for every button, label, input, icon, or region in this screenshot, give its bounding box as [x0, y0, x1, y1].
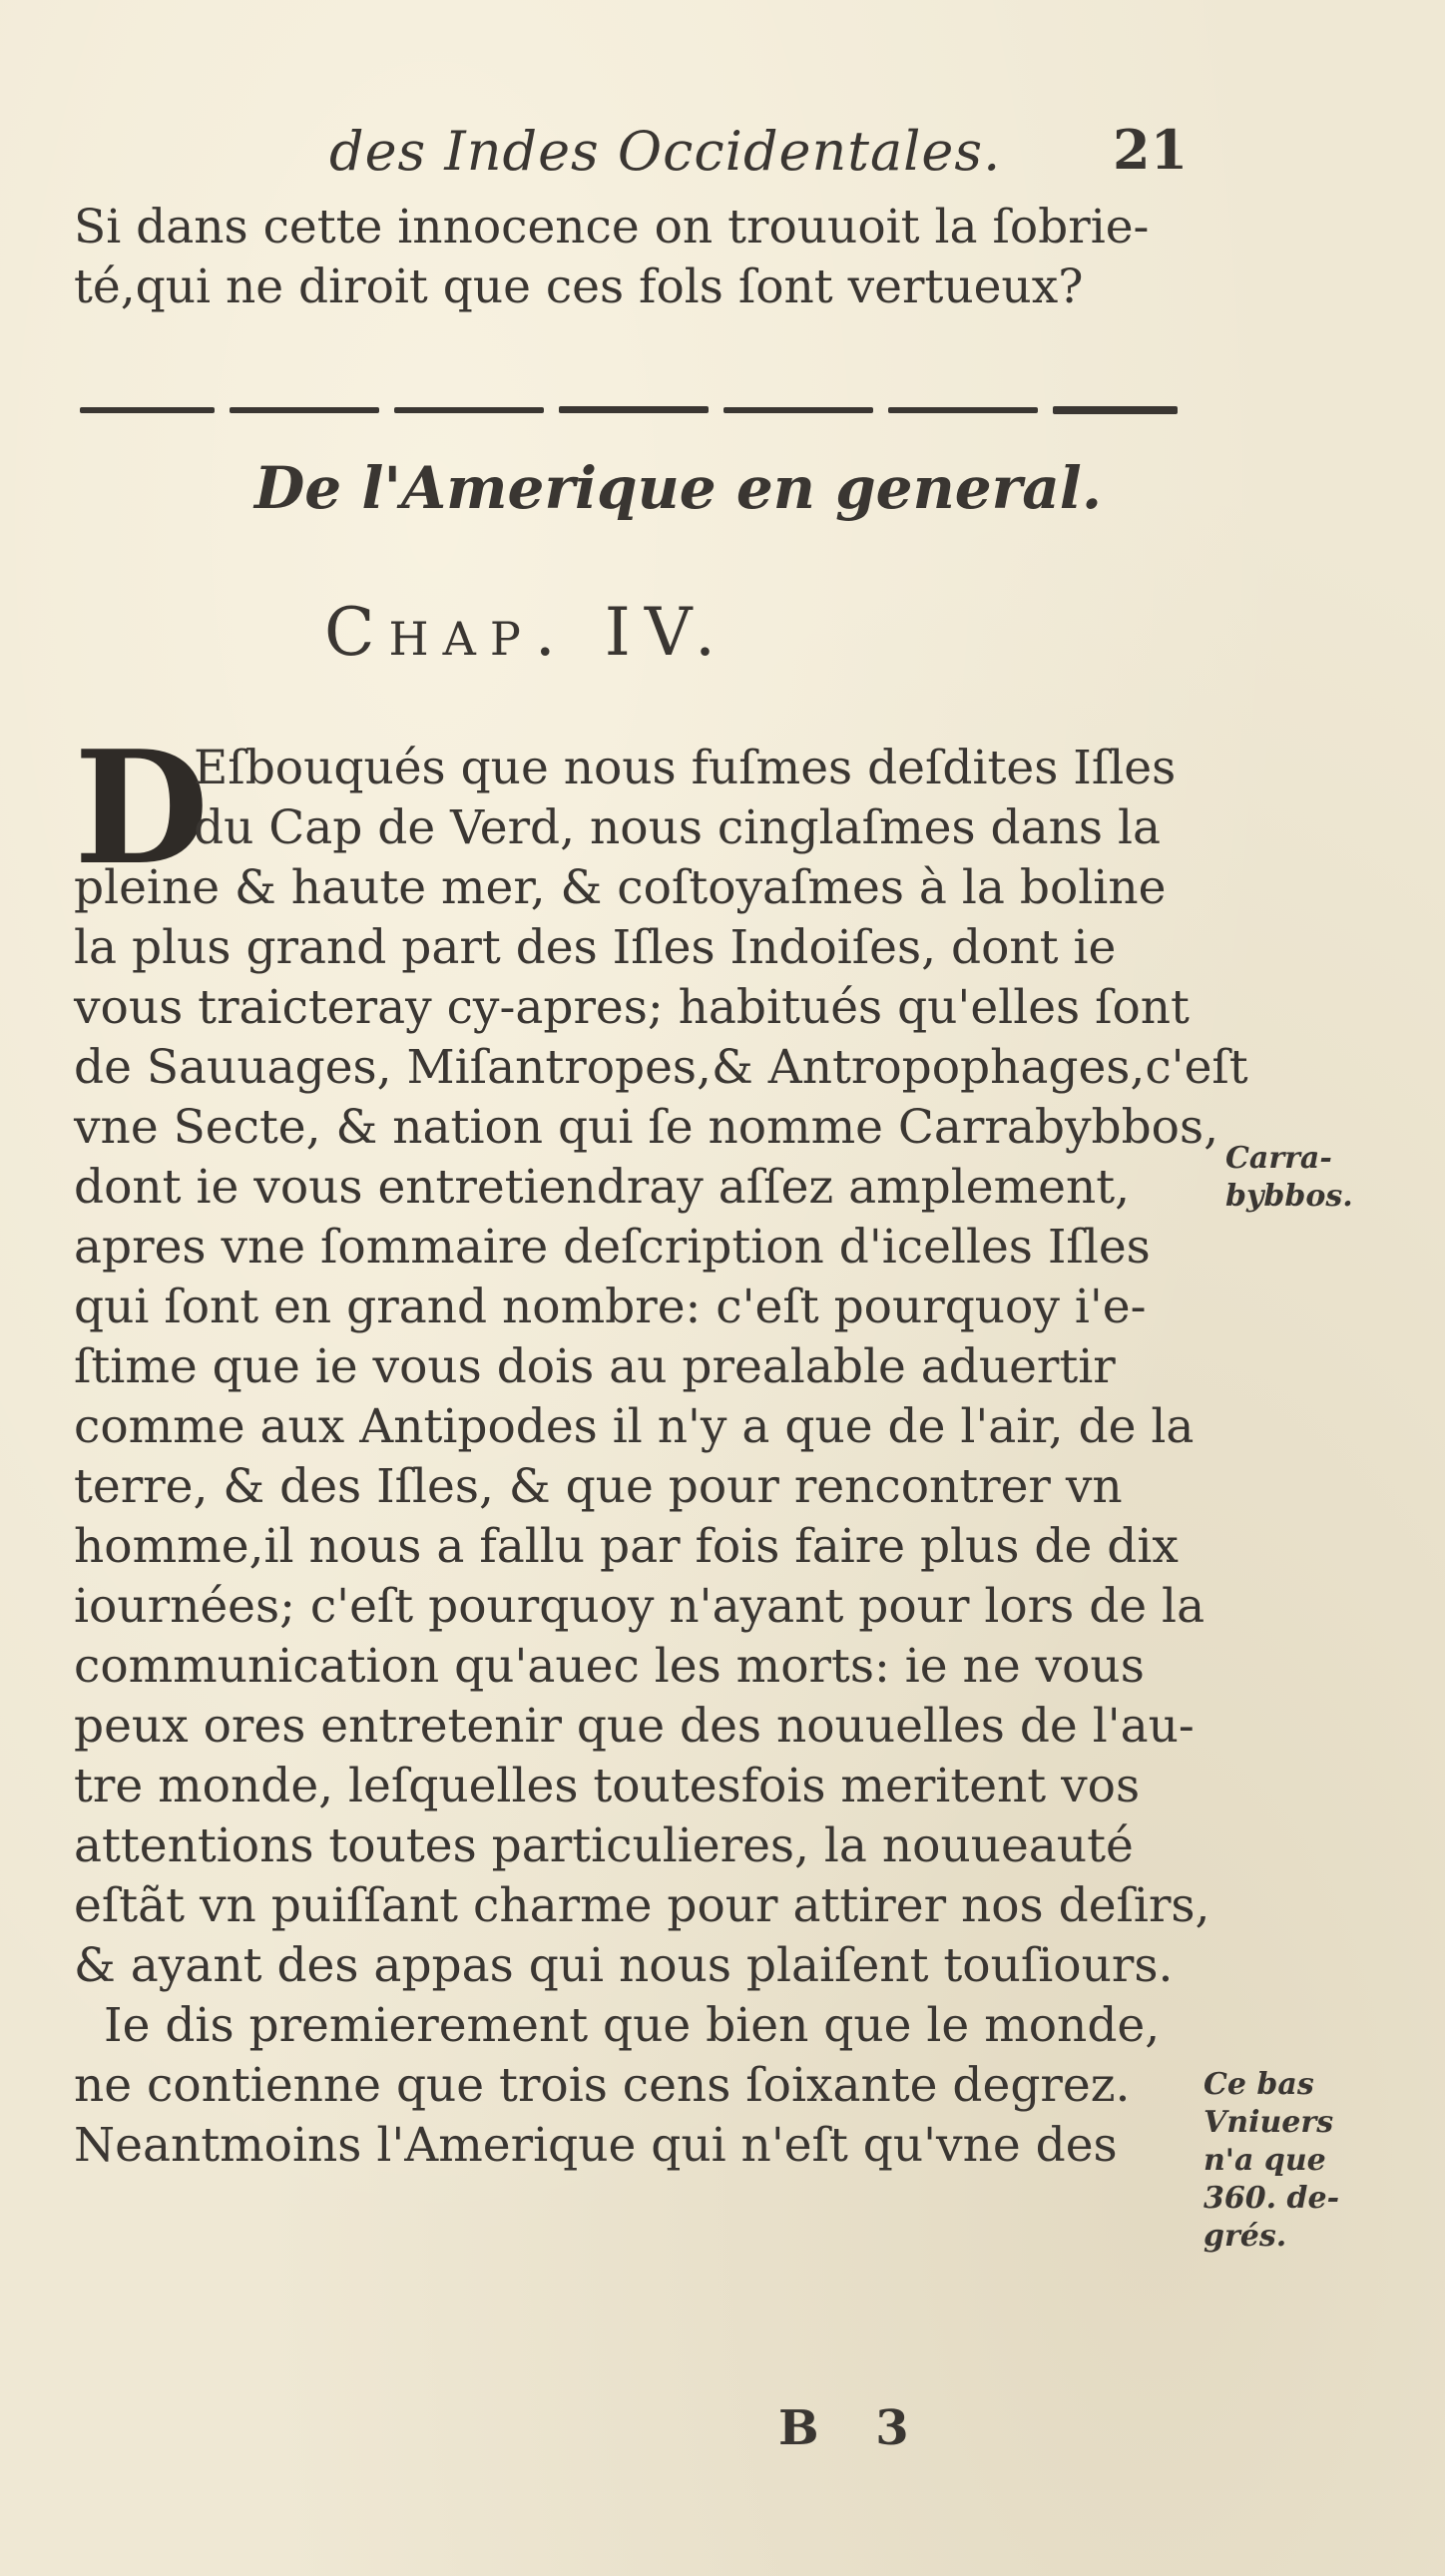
marginal-note-line: n'a que	[1204, 2143, 1326, 2178]
marginal-note	[1225, 1140, 1353, 1216]
text-line: ſtime que ie vous dois au prealable aduertir	[74, 1339, 1116, 1394]
text-line: attentions toutes particulieres, la nouueauté	[74, 1818, 1134, 1873]
text-line: ne contienne que trois cens ſoixante degrez.	[74, 2058, 1131, 2113]
text-line: qui ſont en grand nombre: c'eſt pourquoy i'e-	[74, 1280, 1147, 1334]
marginal-note	[1204, 2066, 1339, 2256]
ornamental-rule	[80, 403, 1178, 417]
text-line: tre monde, leſquelles toutesfois meritent vos	[74, 1759, 1141, 1813]
marginal-note-line: 360. de-	[1204, 2181, 1340, 2216]
text-line: apres vne ſommaire deſcription d'icelles Iſles	[74, 1220, 1151, 1275]
text-line: Neantmoins l'Amerique qui n'eſt qu'vne des	[74, 2118, 1118, 2173]
page-number: 21	[1113, 118, 1189, 182]
marginal-note-line: bybbos.	[1225, 1179, 1353, 1214]
text-line: homme,il nous a fallu par fois faire plus de dix	[74, 1519, 1179, 1574]
text-line: dont ie vous entretiendray aſſez amplement,	[74, 1160, 1131, 1215]
text-line: té,qui ne diroit que ces fols ſont vertueux?	[74, 259, 1084, 314]
marginal-note-line: Ce bas	[1204, 2067, 1314, 2102]
text-line: vne Secte, & nation qui ſe nomme Carrabybbos,	[74, 1100, 1219, 1155]
signature-mark: B 3	[778, 2400, 929, 2456]
text-line: Eſbouqués que nous fuſmes deſdites Iſles	[194, 741, 1177, 795]
body-paragraph	[74, 717, 1248, 2176]
text-line: & ayant des appas qui nous plaiſent touſiours.	[74, 1938, 1174, 1993]
marginal-note-line: grés.	[1204, 2219, 1287, 2254]
text-line: du Cap de Verd, nous cinglaſmes dans la	[194, 800, 1162, 855]
text-line: Si dans cette innocence on trouuoit la ſobrie-	[74, 200, 1150, 255]
text-line: de Sauuages, Miſantropes,& Antropophages,c'eſt	[74, 1040, 1248, 1095]
intro-paragraph	[74, 198, 1192, 317]
section-title: De l'Amerique en general.	[254, 454, 1103, 522]
text-line: peux ores entretenir que des nouuelles de l'au-	[74, 1699, 1195, 1754]
running-title: des Indes Occidentales.	[329, 120, 1002, 183]
text-line: terre, & des Iſles, & que pour rencontrer vn	[74, 1459, 1123, 1514]
text-line: eſtãt vn puiſſant charme pour attirer nos deſirs,	[74, 1878, 1210, 1933]
text-line: communication qu'auec les morts: ie ne vous	[74, 1639, 1145, 1694]
text-line: la plus grand part des Iſles Indoiſes, dont ie	[74, 920, 1117, 975]
text-line: comme aux Antipodes il n'y a que de l'air, de la	[74, 1399, 1195, 1454]
drop-cap-initial: D	[74, 717, 210, 899]
chapter-heading: Chap. IV.	[324, 594, 729, 671]
text-line: Ie dis premierement que bien que le monde,	[104, 1998, 1161, 2053]
marginal-note-line: Vniuers	[1204, 2105, 1334, 2140]
text-line: iournées; c'eſt pourquoy n'ayant pour lors de la	[74, 1579, 1205, 1634]
text-line: pleine & haute mer, & coſtoyaſmes à la boline	[74, 860, 1167, 915]
marginal-note-line: Carra-	[1225, 1141, 1332, 1176]
text-line: vous traicteray cy-apres; habitués qu'elles ſont	[74, 980, 1190, 1035]
